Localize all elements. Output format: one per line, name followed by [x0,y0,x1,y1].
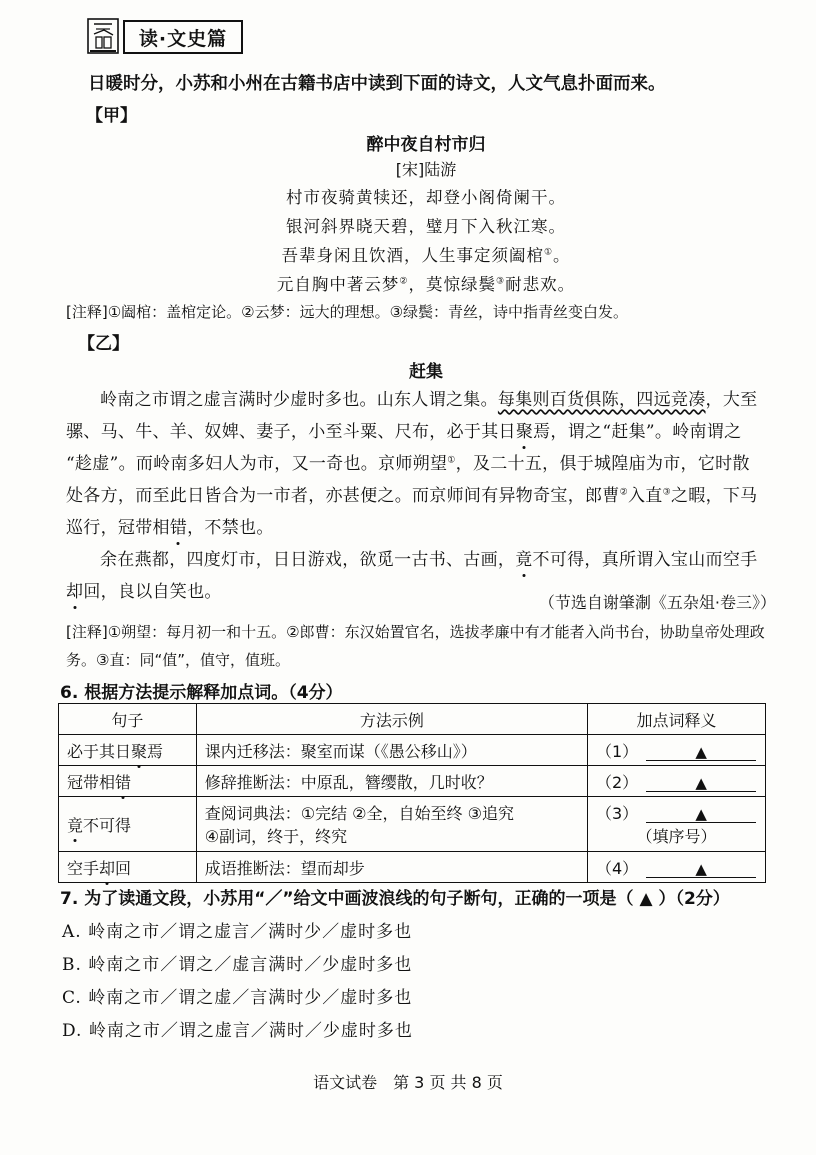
passage-line [66,481,757,506]
option-a[interactable]: A. 岭南之市／谓之虚言／满时少／虚时多也 [62,922,413,942]
passage-title: 赶集 [409,362,443,382]
question-7-title: 7. 为了读通文段，小苏用“／”给文中画波浪线的句子断句，正确的一项是（ ▲ ）（2分） [60,889,730,909]
method-cell: 课内迁移法：聚室而谋（《愚公移山》） [196,735,587,766]
answer-blank[interactable]: ▲ [646,806,756,823]
wavy-underlined-sentence: 每集则百货俱陈，四远竞凑 [497,390,706,410]
passage-note: [注释]①朔望：每月初一和十五。②郎曹：东汉始置官名，选拔孝廉中有才能者入尚书台，协助皇帝处理政 [66,623,765,641]
section-title: 读·文史篇 [123,20,243,54]
table-header-row [59,704,766,735]
table-row [59,852,766,883]
method-cell: 修辞推断法：中原乱，簪缨散，几时收？ [196,766,587,797]
dotted-word: 错 [169,518,188,538]
page-footer: 语文试卷 第 3 页 共 8 页 [313,1073,503,1092]
answer-blank[interactable]: ▲ [646,775,756,792]
poem-line: 银河斜界晓天碧，璧月下入秋江寒。 [286,217,566,236]
answer-blank[interactable]: ▲ [646,744,756,761]
option-b[interactable]: B. 岭南之市／谓之／虚言满时／少虚时多也 [62,955,413,975]
poem-author: [宋]陆游 [395,160,457,179]
intro-text: 日暖时分，小苏和小州在古籍书店中读到下面的诗文，人文气息扑面而来。 [88,74,666,94]
poem-line: 村市夜骑黄犊还，却登小阁倚阑干。 [286,188,566,207]
sentence-text: 冠带相 [67,772,116,792]
passage-text: 巡行，冠带相 [66,518,170,538]
answer-blank[interactable]: ▲ [646,861,756,878]
passage-text: 焉，谓之“赶集”。岭南谓之 [533,422,742,442]
table-row [59,735,766,766]
table-row [59,766,766,797]
passage-text: 岭南之市谓之虚言满时少虚时多也。山东人谓之集。 [100,390,498,410]
passage-text: 不可得，真所谓入宝山而空手 [532,550,758,570]
section-label-jia: 【甲】 [86,106,137,126]
sentence-text: 必于其日 [67,741,132,761]
sentence-cell [59,852,197,883]
sentence-cell [59,735,197,766]
dotted-word: 却 [66,582,84,602]
method-table [58,703,766,883]
poem-line-text: 吾辈身闲且饮酒，人生事定须阖棺 [281,246,544,265]
passage-line [66,417,741,442]
option-d[interactable]: D. 岭南之市／谓之虚言／满时／少虚时多也 [62,1021,413,1041]
method-text: ④副词，终于，终究 [204,827,348,846]
poem-title: 醉中夜自村市归 [366,135,486,155]
passage-text: ，不禁也。 [187,518,274,538]
footnote-mark: ② [619,487,628,498]
passage-text: 骡、马、牛、羊、奴婢、妻子，小至斗粟、尺布，必于其日 [66,422,516,442]
passage-line [100,385,757,410]
method-cell: 成语推断法：望而却步 [196,852,587,883]
table-header: 加点词释义 [587,704,765,735]
poem-line-mid: ，莫惊绿鬓 [408,275,496,294]
answer-cell [587,766,765,797]
poem-note: [注释]①阖棺：盖棺定论。②云梦：远大的理想。③绿鬓：青丝，诗中指青丝变白发。 [66,303,629,321]
sentence-text: 焉 [147,741,164,761]
answer-number: （3） [595,804,639,823]
sentence-cell [59,766,197,797]
method-text: 查阅词典法：①完结 ②全，自始至终 ③追究 [204,804,514,823]
dotted-word: 聚 [515,422,534,442]
method-cell [196,797,587,852]
passage-text: 回，良以自笑也。 [83,582,222,602]
answer-number: （2） [595,772,639,792]
dotted-word: 竟 [515,550,533,570]
dotted-word: 竟 [67,815,84,835]
passage-text: “趁虚”。而岭南多妇人为市，又一奇也。京师朔望 [66,454,448,474]
answer-cell [587,852,765,883]
table-header: 句子 [59,704,197,735]
passage-line [100,545,757,570]
question-6-title: 6. 根据方法提示解释加点词。（4分） [60,683,343,703]
answer-cell [587,735,765,766]
passage-text: 入直 [627,486,663,506]
dotted-word: 错 [115,772,132,792]
footnote-mark: ③ [662,487,671,498]
poem-line-end: 。 [553,246,571,265]
poem-line-text: 元自胸中著云梦 [276,275,400,294]
fill-hint: （填序号） [636,827,717,846]
footnote-mark: ③ [496,276,506,287]
table-header: 方法示例 [196,704,587,735]
passage-line [66,577,222,602]
passage-text: 余在燕都，四度灯市，日日游戏，欲觅一古书、古画， [100,550,516,570]
footnote-mark: ② [399,276,409,287]
passage-text: ，大至 [705,390,758,410]
passage-note: 务。③直：同“值”，值守，值班。 [66,651,290,669]
answer-cell [587,797,765,852]
sentence-text: 不可得 [83,815,132,835]
passage-line [66,449,750,474]
sentence-cell [59,797,197,852]
dotted-word: 却 [99,858,116,878]
poem-line [18,271,816,295]
books-icon [86,16,120,56]
passage-text: ，及二十五，俱于城隍庙为市，它时散 [455,454,750,474]
sentence-text: 空手 [67,858,100,878]
passage-line [66,513,274,538]
poem-line [18,242,816,266]
answer-number: （1） [595,741,639,761]
sentence-text: 回 [115,858,132,878]
footnote-mark: ① [543,247,554,258]
passage-text: 之暇，下马 [670,486,758,506]
passage-text: 处各方，而至此日皆合为一市者，亦甚便之。而京师间有异物奇宝，郎曹 [66,486,620,506]
table-row [59,797,766,852]
section-label-yi: 【乙】 [78,334,129,354]
footnote-mark: ① [447,455,456,466]
answer-number: （4） [595,858,639,878]
option-c[interactable]: C. 岭南之市／谓之虚／言满时少／虚时多也 [62,988,413,1008]
source-citation: （节选自谢肇淛《五杂俎·卷三》） [538,593,776,612]
poem-line-end: 耐悲欢。 [505,275,576,294]
dotted-word: 聚 [131,741,148,761]
